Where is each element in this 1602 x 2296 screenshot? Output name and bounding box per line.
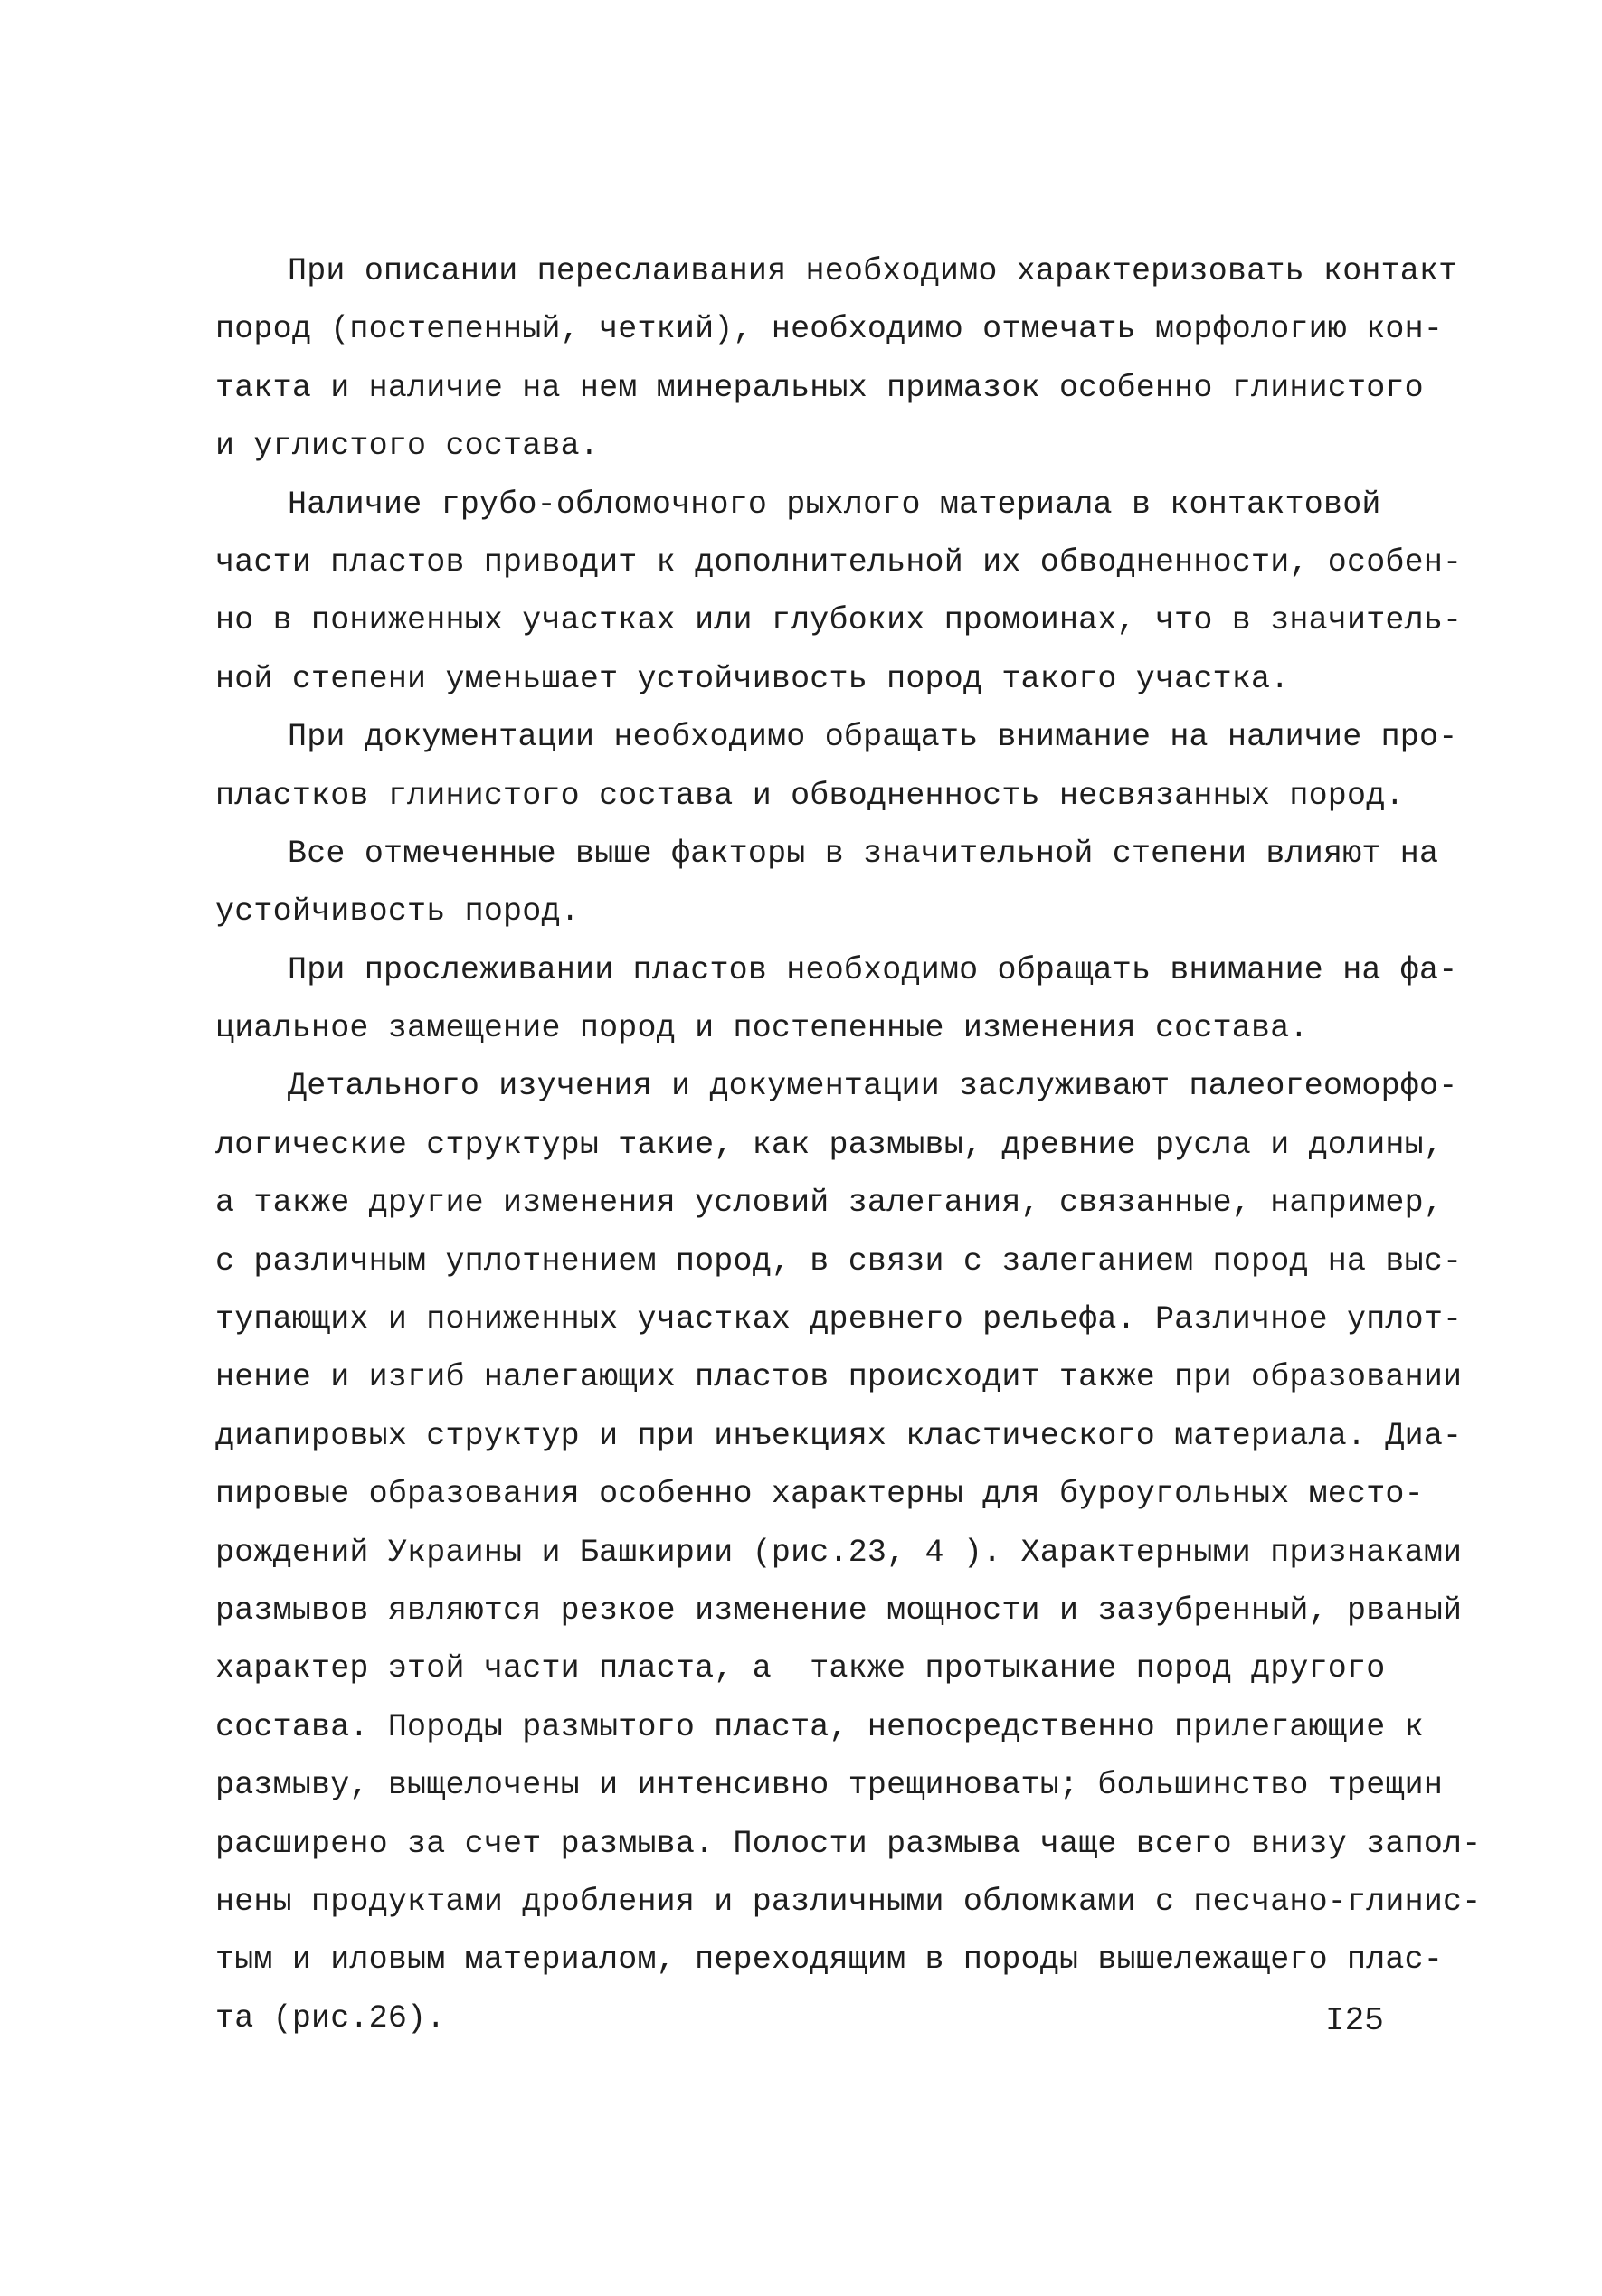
text-line: и углистого состава. (215, 428, 600, 465)
text-line: нены продуктами дробления и различными обломками с песчано-глинис- (215, 1883, 1482, 1920)
text-line: При описании переслаивания необходимо характеризовать контакт (288, 253, 1458, 289)
text-line: Наличие грубо-обломочного рыхлого материала в контактовой (288, 486, 1381, 523)
text-line: устойчивость пород. (215, 893, 580, 931)
text-line: размывов являются резкое изменение мощности и зазубренный, рваный (215, 1592, 1463, 1629)
text-line: части пластов приводит к дополнительной их обводненности, особен- (215, 543, 1463, 581)
text-line: циальное замещение пород и постепенные изменения состава. (215, 1010, 1309, 1047)
text-line: а также другие изменения условий залегания, связанные, например, (215, 1185, 1444, 1222)
text-line: логические структуры такие, как размывы, древние русла и долины, (215, 1126, 1444, 1163)
text-line: расширено за счет размыва. Полости размыва чаще всего внизу запол- (215, 1825, 1482, 1862)
text-line: тым и иловым материалом, переходящим в породы вышележащего плас- (215, 1942, 1444, 1979)
text-line: Детального изучения и документации заслуживают палеогеоморфо- (288, 1068, 1458, 1105)
text-line: пластков глинистого состава и обводненность несвязанных пород. (215, 777, 1405, 814)
text-line: характер этой части пласта, а также протыкание пород другого (215, 1650, 1386, 1687)
text-line: При документации необходимо обращать внимание на наличие про- (288, 719, 1458, 756)
text-line: пировые образования особенно характерны для буроугольных место- (215, 1476, 1424, 1513)
text-line: диапировых структур и при инъекциях кластического материала. Диа- (215, 1417, 1463, 1454)
text-line: рождений Украины и Башкирии (рис.23, 4 ). Характерными признаками (215, 1534, 1463, 1571)
page-body (215, 242, 1482, 2047)
text-line: такта и наличие на нем минеральных примазок особенно глинистого (215, 369, 1424, 406)
text-line: состава. Породы размытого пласта, непосредственно прилегающие к (215, 1708, 1424, 1745)
text-line: с различным уплотнением пород, в связи с залеганием пород на выс- (215, 1242, 1463, 1280)
text-line: та (рис.26). (215, 1999, 446, 2036)
page-number: I25 (1325, 2002, 1384, 2039)
text-line: но в пониженных участках или глубоких промоинах, что в значитель- (215, 602, 1463, 639)
text-line: размыву, выщелочены и интенсивно трещиноваты; большинство трещин (215, 1767, 1444, 1804)
text-line: Все отмеченные выше факторы в значительной степени влияют на (288, 835, 1439, 872)
text-line: тупающих и пониженных участках древнего рельефа. Различное уплот- (215, 1301, 1463, 1338)
text-line: пород (постепенный, четкий), необходимо отмечать морфологию кон- (215, 311, 1444, 348)
text-line: При прослеживании пластов необходимо обращать внимание на фа- (288, 951, 1458, 988)
text-line: ной степени уменьшает устойчивость пород такого участка. (215, 660, 1290, 697)
text-line: нение и изгиб налегающих пластов происходит также при образовании (215, 1359, 1463, 1396)
